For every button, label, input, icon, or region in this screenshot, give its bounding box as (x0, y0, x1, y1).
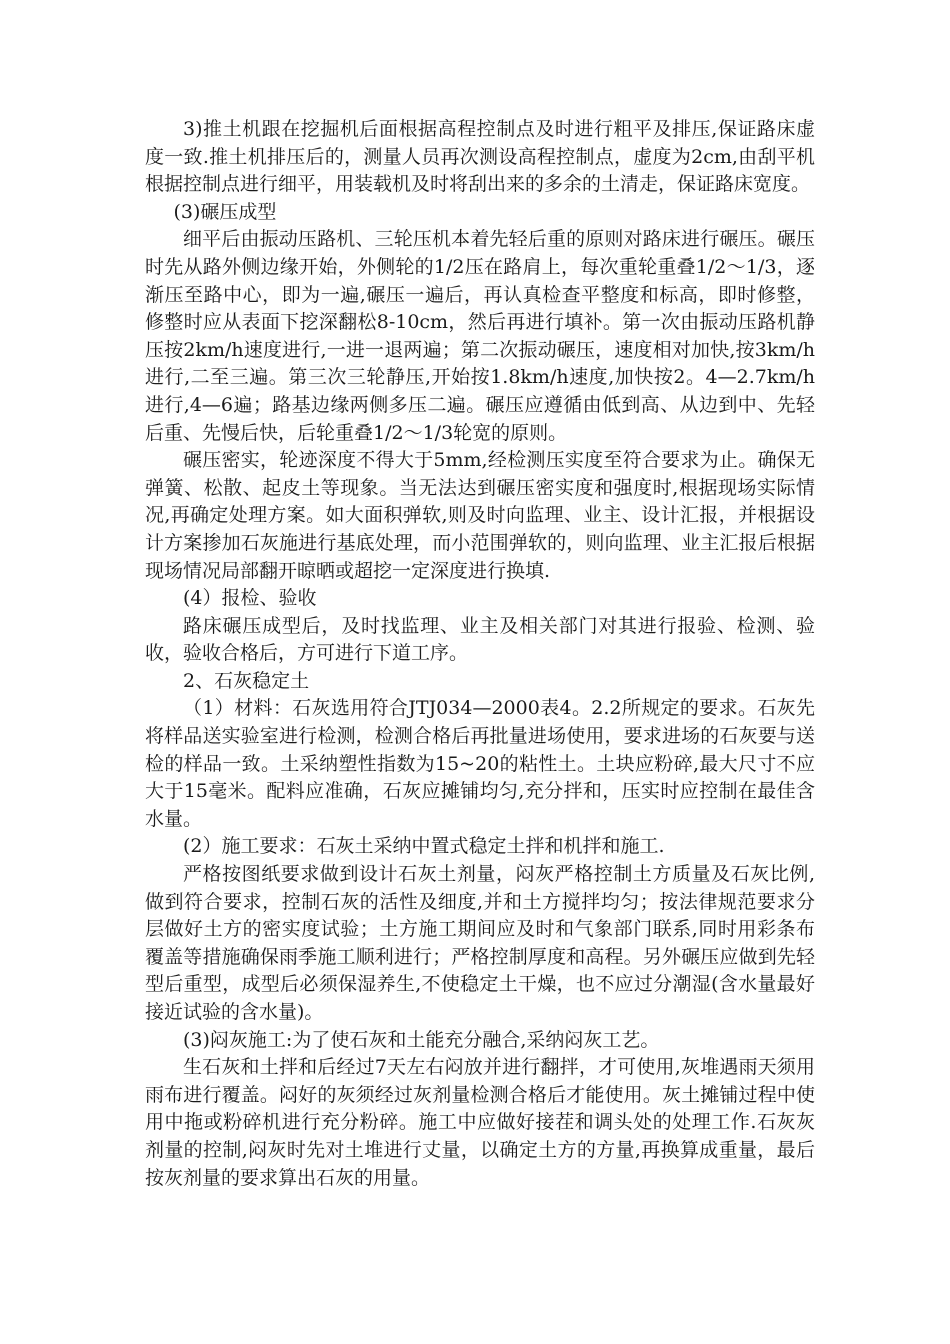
paragraph-rolling-process: 细平后由振动压路机、三轮压机本着先轻后重的原则对路床进行碾压。碾压时先从路外侧边缘开始，外侧轮的1/2压在路肩上，每次重轮重叠1/2～1/3，逐渐压至路中心，即为一遍,碾压一遍后，再认真检查平整度和标高，即时修整，修整时应从表面下挖深翻松8-10cm，然后再进行填补。第一次由振动压路机静压按2km/h速度进行,一进一退两遍；第二次振动碾压，速度相对加快,按3km/h进行,二至三遍。第三次三轮静压,开始按1.8km/h速度,加快按2。4—2.7km/h进行,4—6遍；路基边缘两侧多压二遍。碾压应遵循由低到高、从边到中、先轻后重、先慢后快，后轮重叠1/2～1/3轮宽的原则。 (145, 228, 815, 444)
paragraph-construction-requirements: (2）施工要求：石灰土采纳中置式稳定土拌和机拌和施工. (183, 835, 665, 858)
paragraph-strict-control: 严格按图纸要求做到设计石灰土剂量，闷灰严格控制土方质量及石灰比例,做到符合要求，控制石灰的活性及细度,并和土方搅拌均匀；按法律规范要求分层做好土方的密实度试验；土方施工期间应及时和气象部门联系,同时用彩条布覆盖等措施确保雨季施工顺利进行；严格控制厚度和高程。另外碾压应做到先轻型后重型，成型后必须保湿养生,不使稳定土干燥，也不应过分潮湿(含水量最好接近试验的含水量)。 (145, 863, 815, 1023)
heading-lime-stabilized-soil: 2、石灰稳定土 (183, 669, 310, 692)
paragraph-materials: （1）材料：石灰选用符合JTJ034—2000表4。2.2所规定的要求。石灰先将样品送实验室进行检测，检测合格后再批量进场使用，要求进场的石灰要与送检的样品一致。土采纳塑性指数为15~20的粘性土。土块应粉碎,最大尺寸不应大于15毫米。配料应准确，石灰应摊铺均匀,充分拌和，压实时应控制在最佳含水量。 (145, 697, 815, 830)
paragraph-push-soil: 3)推土机跟在挖掘机后面根据高程控制点及时进行粗平及排压,保证路床虚度一致.推土机排压后的，测量人员再次测设高程控制点，虚度为2cm,由刮平机根据控制点进行细平，用装载机及时将刮出来的多余的土清走，保证路床宽度。 (145, 118, 815, 196)
heading-inspection: (4）报检、验收 (183, 587, 317, 610)
paragraph-inspection: 路床碾压成型后，及时找监理、业主及相关部门对其进行报验、检测、验收，验收合格后，方可进行下道工序。 (145, 614, 815, 665)
heading-rolling-forming: (3)碾压成型 (173, 200, 277, 223)
paragraph-lime-slaking: (3)闷灰施工:为了使石灰和土能充分融合,采纳闷灰工艺。 (183, 1028, 660, 1051)
document-body (145, 116, 815, 1192)
paragraph-quicklime: 生石灰和土拌和后经过7天左右闷放并进行翻拌，才可使用,灰堆遇雨天须用雨布进行覆盖。闷好的灰须经过灰剂量检测合格后才能使用。灰土摊铺过程中使用中拖或粉碎机进行充分粉碎。施工中应做好接茬和调头处的处理工作.石灰灰剂量的控制,闷灰时先对土堆进行丈量，以确定土方的方量,再换算成重量，最后按灰剂量的要求算出石灰的用量。 (145, 1056, 815, 1189)
paragraph-compaction: 碾压密实，轮迹深度不得大于5mm,经检测压实度至符合要求为止。确保无弹簧、松散、起皮土等现象。当无法达到碾压密实度和强度时,根据现场实际情况,再确定处理方案。如大面积弹软,则及时向监理、业主、设计汇报，并根据设计方案掺加石灰施进行基底处理，而小范围弹软的，则向监理、业主汇报后根据现场情况局部翻开晾晒或超挖一定深度进行换填. (145, 449, 815, 582)
